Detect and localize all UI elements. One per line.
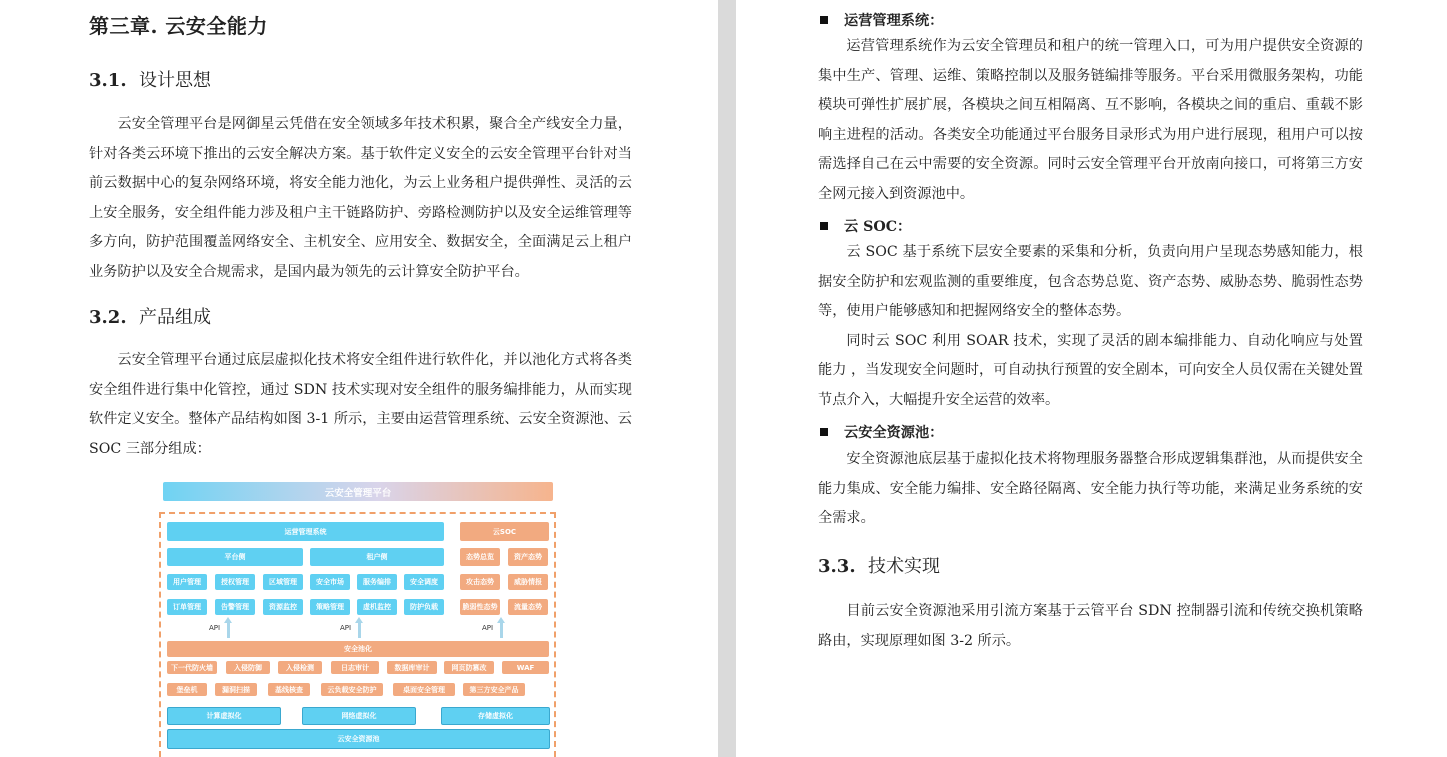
section-number: 3.3.: [818, 556, 856, 577]
bullet-square-icon: [820, 428, 828, 436]
virtualization-box: 网络虚拟化: [302, 707, 416, 725]
soc-module: 资产态势: [508, 548, 548, 566]
platform-module: 告警管理: [215, 599, 255, 615]
ops-system-box: 运营管理系统: [167, 522, 444, 541]
section-3-2-heading: [89, 303, 211, 329]
soc-module: 攻击态势: [460, 574, 500, 590]
platform-side-box: 平台侧: [167, 548, 303, 566]
security-product: 漏洞扫描: [215, 683, 257, 696]
soc-module: 脆弱性态势: [460, 599, 500, 615]
paragraph-text: 安全资源池底层基于虚拟化技术将物理服务器整合形成逻辑集群池，从而提供安全能力集成、安全能力编排、安全路径隔离、安全能力执行等功能，来满足业务系统的安全需求。: [818, 451, 1363, 526]
tenant-module: 虚机监控: [357, 599, 397, 615]
section-3-3-paragraph: [818, 597, 1363, 656]
document-page-left: [0, 0, 718, 757]
security-product: 入侵防御: [226, 661, 270, 674]
section-3-1-heading: [89, 66, 211, 92]
api-label: API: [482, 624, 494, 632]
section-3-3-heading: [818, 552, 940, 578]
soc-module: 流量态势: [508, 599, 548, 615]
platform-module: 订单管理: [167, 599, 207, 615]
security-product: 网页防篡改: [444, 661, 494, 674]
bullet-square-icon: [820, 222, 828, 230]
security-product: 堡垒机: [167, 683, 207, 696]
section-number: 3.2.: [89, 307, 127, 328]
section-3-2-paragraph: [89, 346, 632, 464]
resource-pool-box: 云安全资源池: [167, 729, 550, 749]
api-arrow-icon: [227, 622, 230, 638]
security-product: 云负载安全防护: [321, 683, 383, 696]
ops-system-paragraph: [818, 32, 1363, 209]
security-product: 下一代防火墙: [167, 661, 217, 674]
api-label: API: [340, 624, 352, 632]
product-structure-diagram: [158, 480, 558, 757]
bullet-ops-system: [820, 10, 943, 30]
tenant-module: 策略管理: [310, 599, 350, 615]
bullet-cloud-soc: [820, 216, 911, 236]
platform-module: 资源监控: [263, 599, 303, 615]
virtualization-box: 计算虚拟化: [167, 707, 281, 725]
chapter-title: 第三章. 云安全能力: [89, 14, 268, 38]
tenant-side-box: 租户侧: [310, 548, 444, 566]
security-product: 入侵检测: [278, 661, 322, 674]
bullet-title: 运营管理系统：: [844, 13, 944, 29]
tenant-module: 服务编排: [357, 574, 397, 590]
security-product: WAF: [502, 661, 549, 674]
api-label: API: [209, 624, 221, 632]
security-product: 桌面安全管理: [393, 683, 455, 696]
paragraph-text: 云 SOC 基于系统下层安全要素的采集和分析，负责向用户呈现态势感知能力，根据安全防护和宏观监测的重要维度，包含态势总览、资产态势、威胁态势、脆弱性态势等，使用户能够感知和把握网络安全的整体态势。: [818, 244, 1363, 319]
paragraph-text: 目前云安全资源池采用引流方案基于云管平台 SDN 控制器引流和传统交换机策略路由，实现原理如图 3-2 所示。: [818, 603, 1363, 649]
section-3-1-paragraph: [89, 110, 632, 287]
paragraph-text: 运营管理系统作为云安全管理员和租户的统一管理入口，可为用户提供安全资源的集中生产、管理、运维、策略控制以及服务链编排等服务。平台采用微服务架构，功能模块可弹性扩展扩展，各模块之间互相隔离、互不影响，各模块之间的重启、重载不影响主进程的活动。各类安全功能通过平台服务目录形式为用户进行展现，租用户可以按需选择自己在云中需要的安全资源。同时云安全管理平台开放南向接口，可将第三方安全网元接入到资源池中。: [818, 38, 1363, 202]
soc-title-box: 云SOC: [460, 522, 549, 541]
security-product: 基线核查: [268, 683, 310, 696]
bullet-resource-pool: [820, 422, 943, 442]
bullet-title: 云 SOC：: [844, 219, 912, 235]
bullet-square-icon: [820, 16, 828, 24]
platform-module: 用户管理: [167, 574, 207, 590]
soc-module: 态势总览: [460, 548, 500, 566]
platform-module: 区域管理: [263, 574, 303, 590]
security-product: 数据库审计: [387, 661, 437, 674]
page-gutter: [718, 0, 736, 757]
section-title: 设计思想: [139, 70, 211, 91]
api-arrow-icon: [500, 622, 503, 638]
tenant-module: 防护负载: [404, 599, 444, 615]
platform-module: 授权管理: [215, 574, 255, 590]
tenant-module: 安全市场: [310, 574, 350, 590]
tenant-module: 安全调度: [404, 574, 444, 590]
section-title: 技术实现: [868, 556, 940, 577]
api-arrow-icon: [358, 622, 361, 638]
paragraph-text: 同时云 SOC 利用 SOAR 技术，实现了灵活的剧本编排能力、自动化响应与处置能力 ，当发现安全问题时，可自动执行预置的安全剧本，可向安全人员仅需在关键处置节点介入，大幅提升安全运营的效率。: [818, 332, 1363, 408]
security-product: 第三方安全产品: [463, 683, 525, 696]
document-page-right: [736, 0, 1447, 757]
cloud-soc-paragraph: [818, 238, 1363, 415]
section-title: 产品组成: [139, 307, 211, 328]
virtualization-box: 存储虚拟化: [441, 707, 550, 725]
resource-pool-paragraph: [818, 445, 1363, 534]
paragraph-text: 云安全管理平台是网御星云凭借在安全领域多年技术积累，聚合全产线安全力量，针对各类云环境下推出的云安全解决方案。基于软件定义安全的云安全管理平台针对当前云数据中心的复杂网络环境，将安全能力池化，为云上业务租户提供弹性、灵活的云上安全服务，安全组件能力涉及租户主干链路防护、旁路检测防护以及安全运维管理等多方向，防护范围覆盖网络安全、主机安全、应用安全、数据安全，全面满足云上租户业务防护以及安全合规需求，是国内最为领先的云计算安全防护平台。: [89, 116, 632, 280]
soc-module: 威胁情报: [508, 574, 548, 590]
security-pool-box: 安全池化: [167, 641, 549, 657]
paragraph-text: 云安全管理平台通过底层虚拟化技术将安全组件进行软件化，并以池化方式将各类安全组件进行集中化管控，通过 SDN 技术实现对安全组件的服务编排能力，从而实现软件定义安全。整体产品结构如图 3-1 所示，主要由运营管理系统、云安全资源池、云 SOC 三部分组成：: [89, 352, 632, 457]
diagram-banner: 云安全管理平台: [163, 482, 553, 501]
bullet-title: 云安全资源池：: [844, 425, 944, 441]
section-number: 3.1.: [89, 70, 127, 91]
security-product: 日志审计: [331, 661, 379, 674]
